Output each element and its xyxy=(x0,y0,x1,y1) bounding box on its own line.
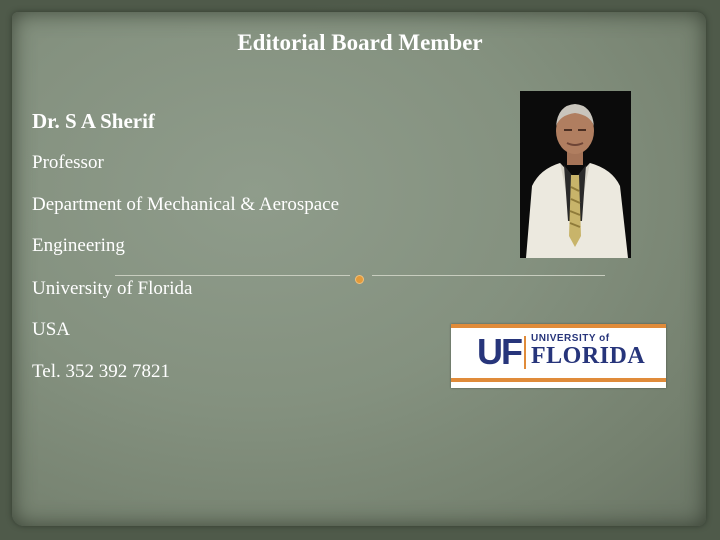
logo-florida: FLORIDA xyxy=(531,343,646,369)
parchment-background xyxy=(12,12,706,526)
logo-top-bar xyxy=(451,324,666,328)
member-university: University of Florida xyxy=(32,278,193,299)
logo-uf-mark: UF xyxy=(477,331,521,372)
divider-dot xyxy=(355,275,364,284)
member-country: USA xyxy=(32,319,71,340)
member-position: Professor xyxy=(32,152,104,173)
divider-line-right xyxy=(372,275,605,276)
member-department: Department of Mechanical & Aerospace xyxy=(32,194,340,215)
logo-university-of: UNIVERSITY of xyxy=(531,333,610,344)
logo-bottom-bar xyxy=(451,378,666,382)
logo-separator xyxy=(524,336,526,369)
university-logo xyxy=(451,324,666,388)
portrait-image xyxy=(520,91,631,258)
member-photo xyxy=(520,91,631,258)
member-department-cont: Engineering xyxy=(32,235,125,256)
member-phone: Tel. 352 392 7821 xyxy=(32,361,170,382)
slide-title: Editorial Board Member xyxy=(237,30,483,55)
member-name: Dr. S A Sherif xyxy=(32,109,155,133)
divider-line-left xyxy=(115,275,350,276)
